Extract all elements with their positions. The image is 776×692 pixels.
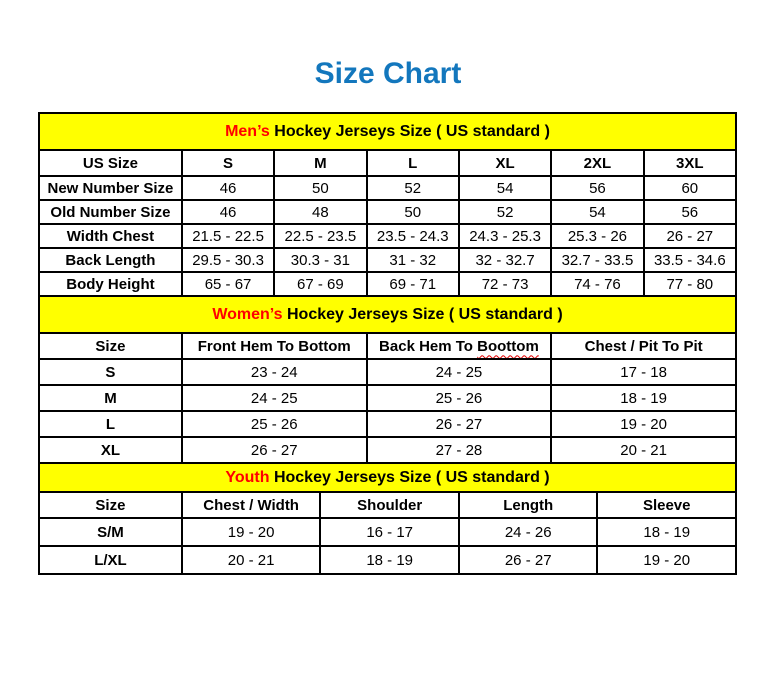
size-value: 24.3 - 25.3: [459, 224, 551, 248]
mens-table-row: [39, 224, 736, 248]
womens-column-header: Size: [39, 333, 182, 359]
size-value: 23 - 24: [182, 359, 367, 385]
mens-column-header: XL: [459, 150, 551, 176]
misspelled-word: Boottom: [477, 337, 539, 355]
size-value: 69 - 71: [367, 272, 459, 296]
size-value: 19 - 20: [182, 518, 321, 546]
womens-table-row: [39, 385, 736, 411]
size-value: 26 - 27: [182, 437, 367, 463]
size-value: 46: [182, 176, 274, 200]
size-value: 46: [182, 200, 274, 224]
size-value: 54: [551, 200, 643, 224]
row-label: Width Chest: [39, 224, 182, 248]
mens-column-header-row: [39, 150, 736, 176]
size-value: 25.3 - 26: [551, 224, 643, 248]
size-chart-container: [38, 112, 737, 575]
size-value: 18 - 19: [551, 385, 736, 411]
row-label: L: [39, 411, 182, 437]
mens-column-header: US Size: [39, 150, 182, 176]
size-value: 67 - 69: [274, 272, 366, 296]
size-value: 18 - 19: [320, 546, 459, 574]
mens-column-header: S: [182, 150, 274, 176]
mens-table-row: [39, 200, 736, 224]
mens-column-header: 2XL: [551, 150, 643, 176]
mens-band-text: Hockey Jerseys Size ( US standard ): [269, 122, 550, 140]
size-value: 56: [551, 176, 643, 200]
youth-column-header: Length: [459, 492, 598, 518]
youth-column-header: Size: [39, 492, 182, 518]
size-value: 72 - 73: [459, 272, 551, 296]
womens-column-header: Front Hem To Bottom: [182, 333, 367, 359]
mens-table-row: [39, 272, 736, 296]
womens-column-header-row: [39, 333, 736, 359]
size-value: 52: [367, 176, 459, 200]
size-value: 19 - 20: [597, 546, 736, 574]
size-value: 24 - 25: [367, 359, 552, 385]
youth-table-row: [39, 518, 736, 546]
size-value: 25 - 26: [367, 385, 552, 411]
youth-column-header: Shoulder: [320, 492, 459, 518]
size-value: 19 - 20: [551, 411, 736, 437]
row-label: S/M: [39, 518, 182, 546]
mens-column-header: L: [367, 150, 459, 176]
row-label: M: [39, 385, 182, 411]
size-value: 26 - 27: [459, 546, 598, 574]
size-value: 26 - 27: [644, 224, 736, 248]
mens-size-table: [38, 112, 737, 297]
size-value: 30.3 - 31: [274, 248, 366, 272]
row-label: XL: [39, 437, 182, 463]
youth-column-header-row: [39, 492, 736, 518]
size-value: 32 - 32.7: [459, 248, 551, 272]
size-value: 21.5 - 22.5: [182, 224, 274, 248]
mens-table-row: [39, 248, 736, 272]
size-value: 65 - 67: [182, 272, 274, 296]
mens-band-row: [39, 113, 736, 150]
size-value: 60: [644, 176, 736, 200]
size-value: 54: [459, 176, 551, 200]
womens-band-text: Hockey Jerseys Size ( US standard ): [282, 305, 563, 323]
mens-table-row: [39, 176, 736, 200]
row-label: Back Length: [39, 248, 182, 272]
size-value: 77 - 80: [644, 272, 736, 296]
size-value: 22.5 - 23.5: [274, 224, 366, 248]
womens-section-header: [39, 296, 736, 333]
womens-band-accent-text: Women’s: [212, 305, 283, 323]
size-value: 52: [459, 200, 551, 224]
size-value: 25 - 26: [182, 411, 367, 437]
size-value: 26 - 27: [367, 411, 552, 437]
youth-table-row: [39, 546, 736, 574]
youth-column-header: Sleeve: [597, 492, 736, 518]
mens-column-header: M: [274, 150, 366, 176]
mens-column-header: 3XL: [644, 150, 736, 176]
row-label: Old Number Size: [39, 200, 182, 224]
size-value: 20 - 21: [551, 437, 736, 463]
womens-table-row: [39, 359, 736, 385]
size-value: 18 - 19: [597, 518, 736, 546]
size-value: 16 - 17: [320, 518, 459, 546]
size-value: 50: [274, 176, 366, 200]
mens-section-header: [39, 113, 736, 150]
row-label: S: [39, 359, 182, 385]
size-value: 48: [274, 200, 366, 224]
size-value: 27 - 28: [367, 437, 552, 463]
womens-band-row: [39, 296, 736, 333]
size-value: 29.5 - 30.3: [182, 248, 274, 272]
size-value: 50: [367, 200, 459, 224]
size-value: 32.7 - 33.5: [551, 248, 643, 272]
womens-table-row: [39, 437, 736, 463]
womens-column-header: Chest / Pit To Pit: [551, 333, 736, 359]
size-value: 24 - 26: [459, 518, 598, 546]
size-value: 31 - 32: [367, 248, 459, 272]
size-value: 33.5 - 34.6: [644, 248, 736, 272]
mens-band-accent-text: Men’s: [225, 122, 270, 140]
page-title: Size Chart: [314, 57, 462, 90]
womens-column-header: Back Hem To Boottom: [367, 333, 552, 359]
youth-column-header: Chest / Width: [182, 492, 321, 518]
size-value: 24 - 25: [182, 385, 367, 411]
youth-band-text: Hockey Jerseys Size ( US standard ): [269, 468, 550, 486]
row-label: Body Height: [39, 272, 182, 296]
size-value: 23.5 - 24.3: [367, 224, 459, 248]
youth-section-header: [39, 463, 736, 492]
womens-table-row: [39, 411, 736, 437]
size-value: 17 - 18: [551, 359, 736, 385]
youth-band-row: [39, 463, 736, 492]
size-value: 56: [644, 200, 736, 224]
size-value: 74 - 76: [551, 272, 643, 296]
womens-size-table: [38, 295, 737, 464]
row-label: New Number Size: [39, 176, 182, 200]
row-label: L/XL: [39, 546, 182, 574]
size-value: 20 - 21: [182, 546, 321, 574]
youth-size-table: [38, 462, 737, 575]
youth-band-accent-text: Youth: [225, 468, 270, 486]
